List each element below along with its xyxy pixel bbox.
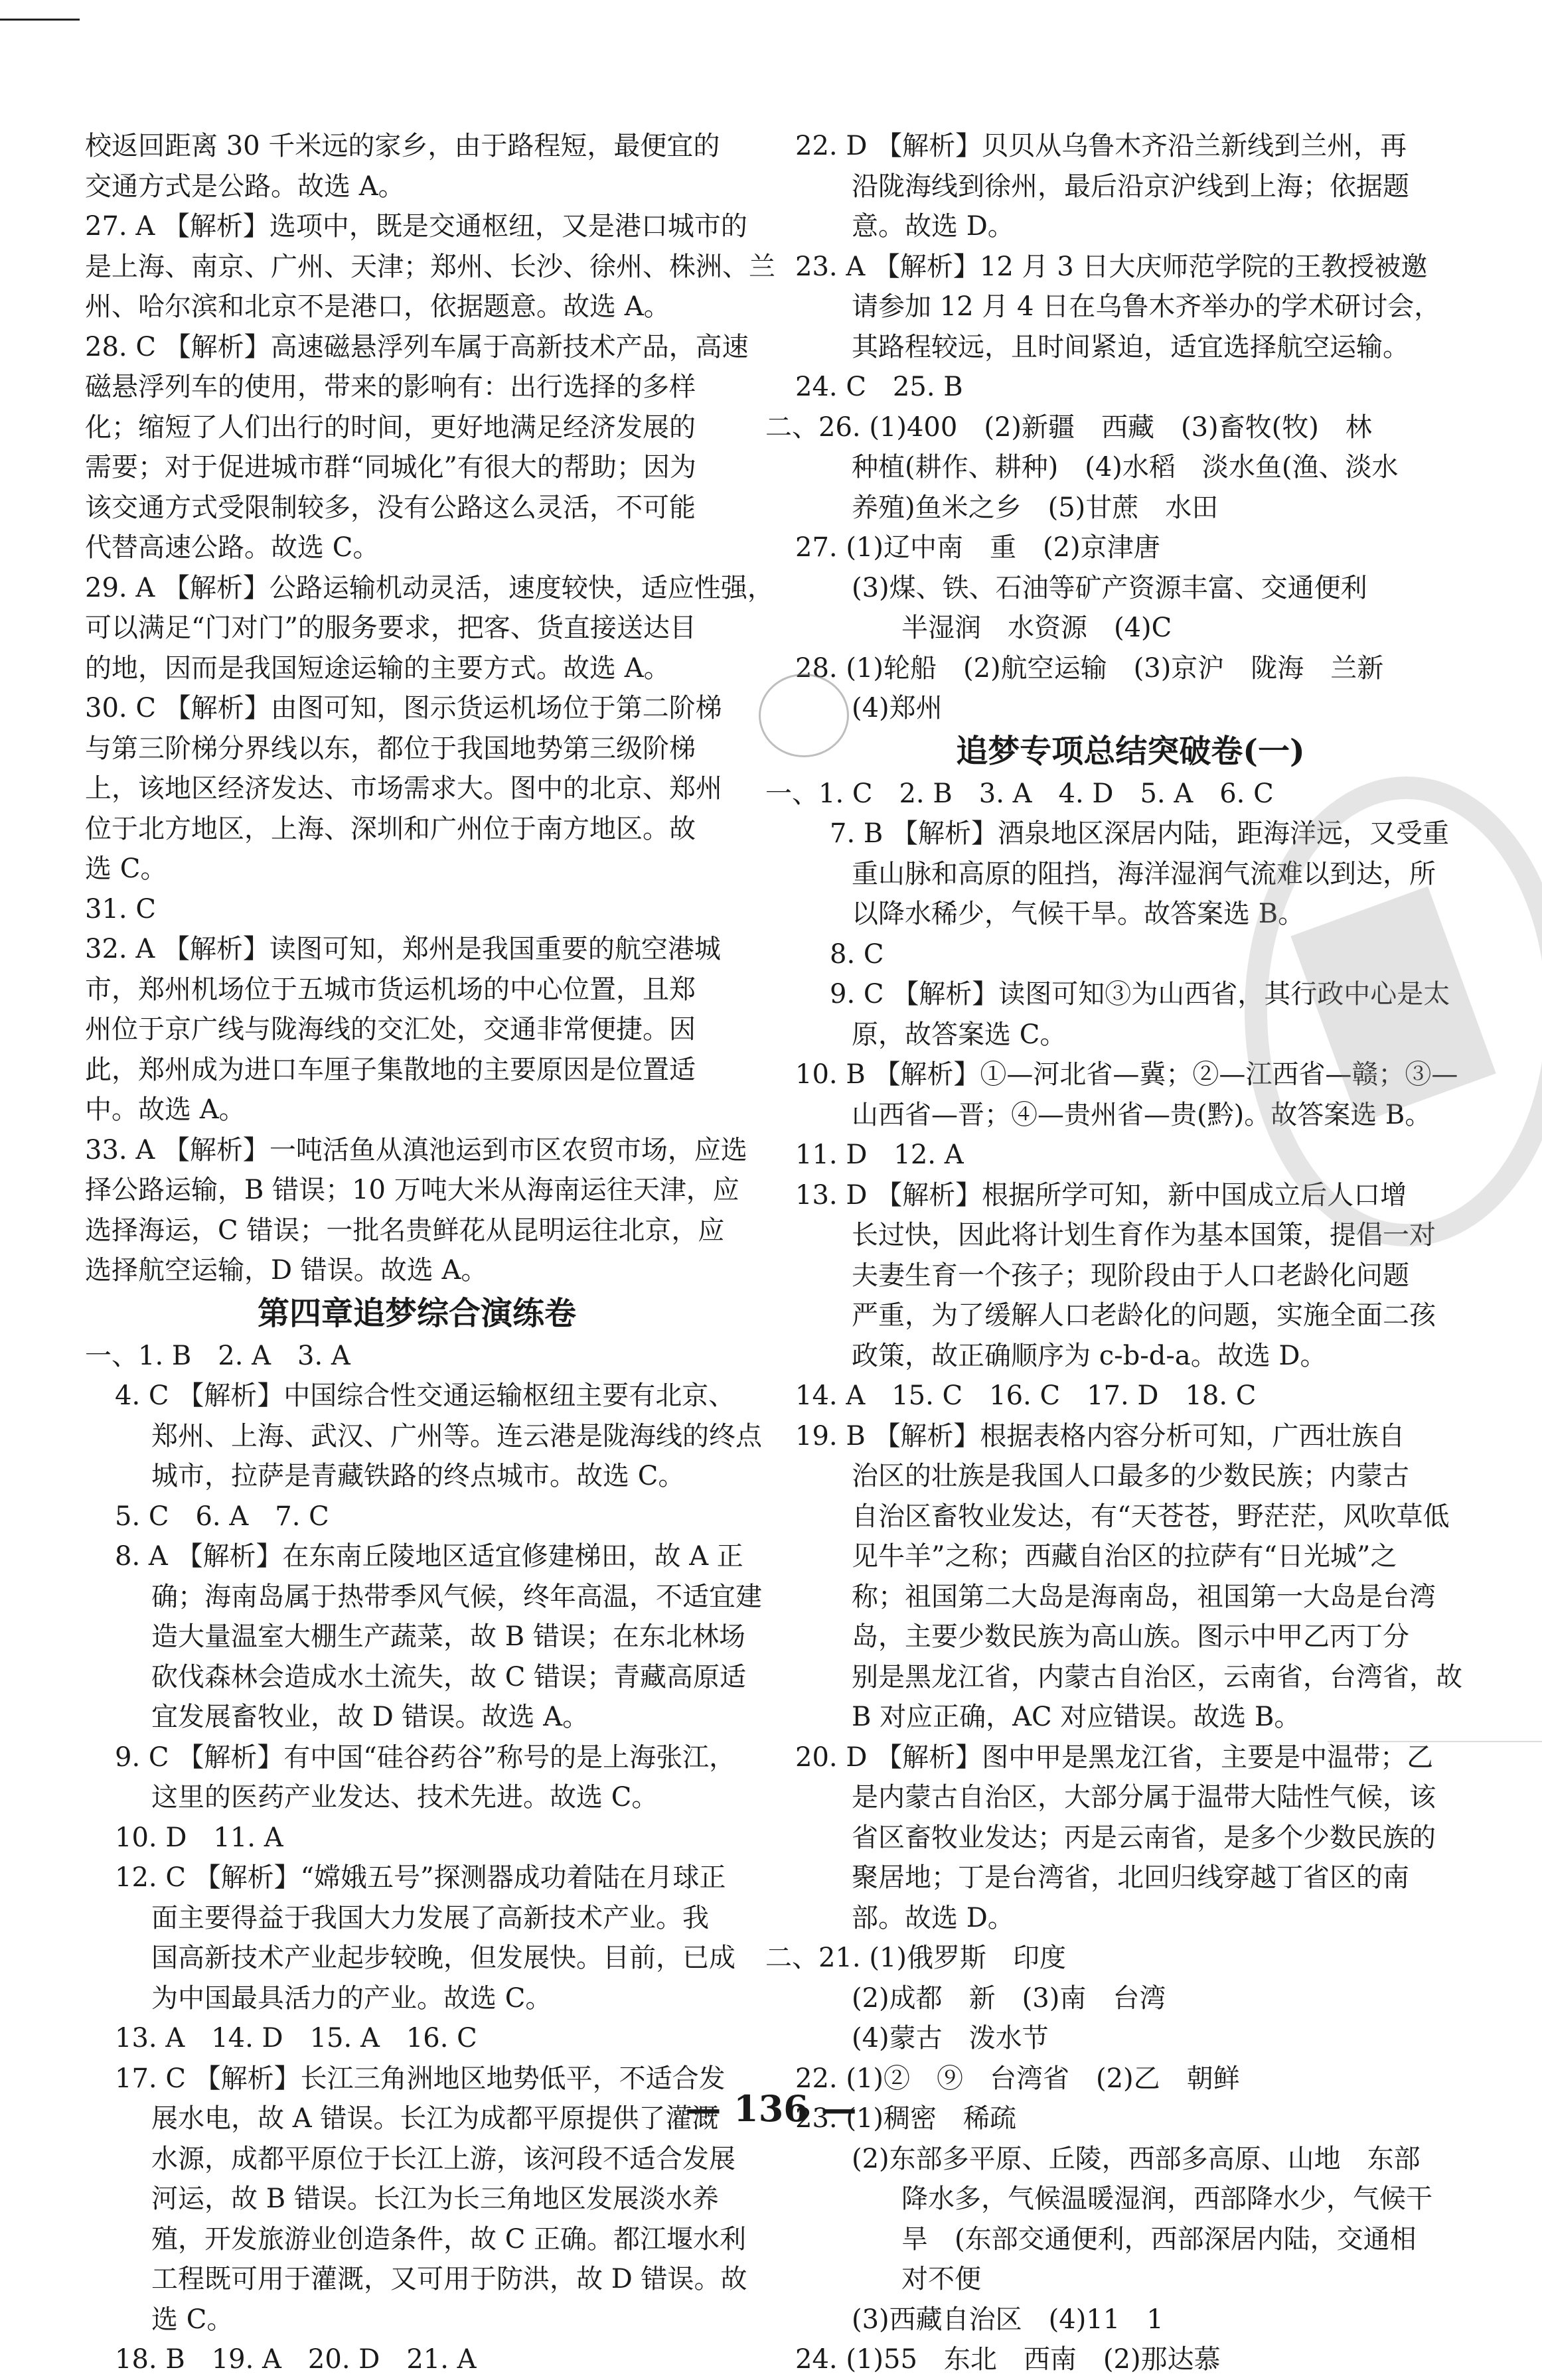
answer-line: 31. C — [85, 893, 156, 925]
answer-line: 5. C 6. A 7. C — [115, 1501, 329, 1532]
stamp-icon — [759, 674, 849, 757]
answer-line: 种植(耕作、耕种) (4)水稻 淡水鱼(渔、淡水 — [852, 452, 1399, 483]
answer-line: (2)成都 新 (3)南 台湾 — [852, 1982, 1166, 2014]
answer-line: 10. D 11. A — [115, 1822, 283, 1853]
answer-line: 18. B 19. A 20. D 21. A — [115, 2344, 477, 2375]
answer-line: 二、21. (1)俄罗斯 印度 — [765, 1943, 1066, 1973]
section-heading: 第四章追梦综合演练卷 — [257, 1294, 576, 1332]
answer-line: 二、26. (1)400 (2)新疆 西藏 (3)畜牧(牧) 林 — [765, 411, 1372, 443]
answer-line: 原，故答案选 C。 — [852, 1019, 1067, 1050]
answer-line: 9. C 【解析】有中国“硅谷药谷”称号的是上海张江， — [115, 1742, 736, 1773]
answer-line: 半湿润 水资源 (4)C — [901, 613, 1172, 643]
answer-line: 州、哈尔滨和北京不是港口，依据题意。故选 A。 — [85, 291, 670, 322]
answer-line: 10. B 【解析】①—河北省—冀；②—江西省—赣；③— — [795, 1059, 1458, 1090]
answer-line: 13. A 14. D 15. A 16. C — [115, 2023, 477, 2053]
answer-line: 宜发展畜牧业，故 D 错误。故选 A。 — [151, 1702, 589, 1732]
answer-line: 展水电，故 A 错误。长江为成都平原提供了灌溉 — [151, 2103, 719, 2134]
answer-line: 中。故选 A。 — [85, 1094, 246, 1125]
answer-line: (4)蒙古 泼水节 — [852, 2023, 1049, 2053]
answer-line: 对不便 — [901, 2264, 981, 2294]
answer-line: 面主要得益于我国大力发展了高新技术产业。我 — [151, 1902, 709, 1933]
answer-line: 23. A 【解析】12 月 3 日大庆师范学院的王教授被邀 — [795, 251, 1428, 282]
answer-line: 27. A 【解析】选项中，既是交通枢纽，又是港口城市的 — [85, 211, 747, 242]
answer-line: 河运，故 B 错误。长江为长三角地区发展淡水养 — [151, 2184, 719, 2214]
answer-line: 29. A 【解析】公路运输机动灵活，速度较快，适应性强， — [85, 572, 774, 603]
answer-line: 是上海、南京、广州、天津；郑州、长沙、徐州、株洲、兰 — [85, 251, 775, 282]
answer-line: 24. (1)55 东北 西南 (2)那达慕 — [795, 2344, 1221, 2375]
answer-line: 14. A 15. C 16. C 17. D 18. C — [795, 1380, 1257, 1411]
answer-line: 是内蒙古自治区，大部分属于温带大陆性气候，该 — [852, 1782, 1436, 1813]
answer-line: 33. A 【解析】一吨活鱼从滇池运到市区农贸市场，应选 — [85, 1134, 747, 1165]
answer-line: 一、1. B 2. A 3. A — [85, 1340, 350, 1371]
answer-line: 聚居地；丁是台湾省，北回归线穿越丁省区的南 — [852, 1862, 1409, 1893]
answer-line: 州位于京广线与陇海线的交汇处，交通非常便捷。因 — [85, 1014, 696, 1045]
answer-line: 需要；对于促进城市群“同城化”有很大的帮助；因为 — [85, 452, 696, 483]
answer-line: 确；海南岛属于热带季风气候，终年高温，不适宜建 — [151, 1581, 762, 1612]
answer-line: 长过快，因此将计划生育作为基本国策，提倡一对 — [852, 1220, 1436, 1250]
answer-line: 意。故选 D。 — [852, 211, 1014, 242]
answer-line: 19. B 【解析】根据表格内容分析可知，广西壮族自 — [795, 1420, 1405, 1451]
answer-line: 选 C。 — [151, 2304, 234, 2335]
answer-line: 选 C。 — [85, 854, 167, 884]
answer-line: 27. (1)辽中南 重 (2)京津唐 — [795, 532, 1160, 563]
answer-line: 7. B 【解析】酒泉地区深居内陆，距海洋远，又受重 — [830, 818, 1449, 849]
answer-line: 岛，主要少数民族为高山族。图示中甲乙丙丁分 — [852, 1621, 1409, 1652]
answer-line: 28. (1)轮船 (2)航空运输 (3)京沪 陇海 兰新 — [795, 652, 1384, 684]
answer-line: 造大量温室大棚生产蔬菜，故 B 错误；在东北林场 — [151, 1621, 745, 1652]
page-number: — 136 — — [685, 2087, 857, 2130]
answer-line: 自治区畜牧业发达，有“天苍苍，野茫茫，风吹草低 — [852, 1501, 1450, 1532]
answer-line: 沿陇海线到徐州，最后沿京沪线到上海；依据题 — [852, 171, 1409, 202]
answer-line: 8. A 【解析】在东南丘陵地区适宜修建梯田，故 A 正 — [115, 1541, 743, 1572]
answer-line: 8. C — [830, 938, 884, 970]
answer-line: 11. D 12. A — [795, 1140, 964, 1170]
answer-line: 夫妻生育一个孩子；现阶段由于人口老龄化问题 — [852, 1260, 1409, 1291]
answer-line: 22. D 【解析】贝贝从乌鲁木齐沿兰新线到兰州，再 — [795, 131, 1407, 161]
answer-line: 市，郑州机场位于五城市货运机场的中心位置，且郑 — [85, 974, 696, 1005]
answer-line: 9. C 【解析】读图可知③为山西省，其行政中心是太 — [830, 979, 1450, 1009]
answer-line: 32. A 【解析】读图可知，郑州是我国重要的航空港城 — [85, 934, 721, 964]
answer-line: 重山脉和高原的阻挡，海洋湿润气流难以到达，所 — [852, 858, 1436, 889]
answer-line: 上，该地区经济发达、市场需求大。图中的北京、郑州 — [85, 773, 722, 804]
answer-line: 此，郑州成为进口车厘子集散地的主要原因是位置适 — [85, 1054, 696, 1085]
answer-line: 化；缩短了人们出行的时间，更好地满足经济发展的 — [85, 411, 696, 443]
answer-line: 20. D 【解析】图中甲是黑龙江省，主要是中温带；乙 — [795, 1742, 1434, 1773]
answer-line: 22. (1)② ⑨ 台湾省 (2)乙 朝鲜 — [795, 2063, 1240, 2094]
answer-line: 严重，为了缓解人口老龄化的问题，实施全面二孩 — [852, 1300, 1436, 1331]
answer-line: 选择航空运输，D 错误。故选 A。 — [85, 1255, 488, 1286]
answer-line: 选择海运，C 错误；一批名贵鲜花从昆明运往北京，应 — [85, 1215, 725, 1246]
answer-line: 旱 (东部交通便利，西部深居内陆，交通相 — [901, 2223, 1417, 2255]
answer-line: 国高新技术产业起步较晚，但发展快。目前，已成 — [151, 1943, 735, 1973]
answer-line: 省区畜牧业发达；丙是云南省，是多个少数民族的 — [852, 1822, 1436, 1853]
answer-line: 养殖)鱼米之乡 (5)甘蔗 水田 — [852, 492, 1219, 523]
answer-line: 工程既可用于灌溉，又可用于防洪，故 D 错误。故 — [151, 2264, 747, 2294]
answer-line: 12. C 【解析】“嫦娥五号”探测器成功着陆在月球正 — [115, 1862, 726, 1893]
answer-line: 30. C 【解析】由图可知，图示货运机场位于第二阶梯 — [85, 693, 722, 723]
answer-line: 这里的医药产业发达、技术先进。故选 C。 — [151, 1782, 658, 1813]
answer-line: 政策，故正确顺序为 c-b-d-a。故选 D。 — [852, 1340, 1327, 1371]
answer-line: B 对应正确，AC 对应错误。故选 B。 — [852, 1702, 1301, 1732]
answer-line: 砍伐森林会造成水土流失，故 C 错误；青藏高原适 — [151, 1661, 747, 1692]
answer-line: 交通方式是公路。故选 A。 — [85, 171, 405, 202]
answer-line: 23. (1)稠密 稀疏 — [795, 2103, 1016, 2134]
answer-line: (3)西藏自治区 (4)11 1 — [852, 2304, 1164, 2335]
section-heading: 追梦专项总结突破卷(一) — [956, 732, 1305, 770]
answer-line: 山西省—晋；④—贵州省—贵(黔)。故答案选 B。 — [852, 1099, 1432, 1130]
answer-line: 校返回距离 30 千米远的家乡，由于路程短，最便宜的 — [85, 131, 720, 161]
answer-line: 择公路运输，B 错误；10 万吨大米从海南运往天津，应 — [85, 1175, 739, 1205]
answer-line: 殖，开发旅游业创造条件，故 C 正确。都江堰水利 — [151, 2223, 747, 2255]
scan-divider — [1328, 1741, 1542, 1742]
answer-line: 降水多，气候温暖湿润，西部降水少，气候干 — [901, 2184, 1432, 2214]
answer-line: 其路程较远，且时间紧迫，适宜选择航空运输。 — [852, 331, 1409, 362]
answer-line: 17. C 【解析】长江三角洲地区地势低平，不适合发 — [115, 2063, 726, 2094]
answer-line: 别是黑龙江省，内蒙古自治区，云南省，台湾省，故 — [852, 1661, 1462, 1692]
answer-line: 与第三阶梯分界线以东，都位于我国地势第三级阶梯 — [85, 733, 696, 764]
answer-line: (4)郑州 — [852, 693, 943, 723]
answer-line: 代替高速公路。故选 C。 — [85, 532, 380, 563]
answer-line: 磁悬浮列车的使用，带来的影响有：出行选择的多样 — [85, 372, 696, 402]
answer-line: 的地，因而是我国短途运输的主要方式。故选 A。 — [85, 652, 670, 684]
answer-line: 28. C 【解析】高速磁悬浮列车属于高新技术产品，高速 — [85, 331, 749, 362]
answer-line: 位于北方地区，上海、深圳和广州位于南方地区。故 — [85, 813, 696, 844]
answer-line: 该交通方式受限制较多，没有公路这么灵活，不可能 — [85, 492, 696, 523]
answer-line: 4. C 【解析】中国综合性交通运输枢纽主要有北京、 — [115, 1380, 735, 1411]
answer-line: 水源，成都平原位于长江上游，该河段不适合发展 — [151, 2143, 735, 2174]
answer-line: 24. C 25. B — [795, 372, 963, 402]
answer-line: 13. D 【解析】根据所学可知，新中国成立后人口增 — [795, 1179, 1407, 1211]
answer-line: 以降水稀少，气候干旱。故答案选 B。 — [852, 899, 1305, 929]
answer-line: 见牛羊”之称；西藏自治区的拉萨有“日光城”之 — [852, 1541, 1397, 1572]
answer-line: 城市，拉萨是青藏铁路的终点城市。故选 C。 — [151, 1461, 685, 1491]
answer-line: 部。故选 D。 — [852, 1902, 1014, 1933]
top-rule — [0, 19, 80, 21]
answer-line: (2)东部多平原、丘陵，西部多高原、山地 东部 — [852, 2143, 1421, 2174]
answer-line: 称；祖国第二大岛是海南岛，祖国第一大岛是台湾 — [852, 1581, 1436, 1612]
answer-line: 为中国最具活力的产业。故选 C。 — [151, 1982, 552, 2014]
answer-line: 可以满足“门对门”的服务要求，把客、货直接送达目 — [85, 613, 696, 643]
answer-line: (3)煤、铁、石油等矿产资源丰富、交通便利 — [852, 572, 1367, 603]
answer-line: 一、1. C 2. B 3. A 4. D 5. A 6. C — [765, 778, 1274, 809]
answer-line: 治区的壮族是我国人口最多的少数民族；内蒙古 — [852, 1461, 1409, 1491]
answer-line: 郑州、上海、武汉、广州等。连云港是陇海线的终点 — [151, 1420, 762, 1451]
answer-line: 请参加 12 月 4 日在乌鲁木齐举办的学术研讨会， — [852, 291, 1441, 322]
